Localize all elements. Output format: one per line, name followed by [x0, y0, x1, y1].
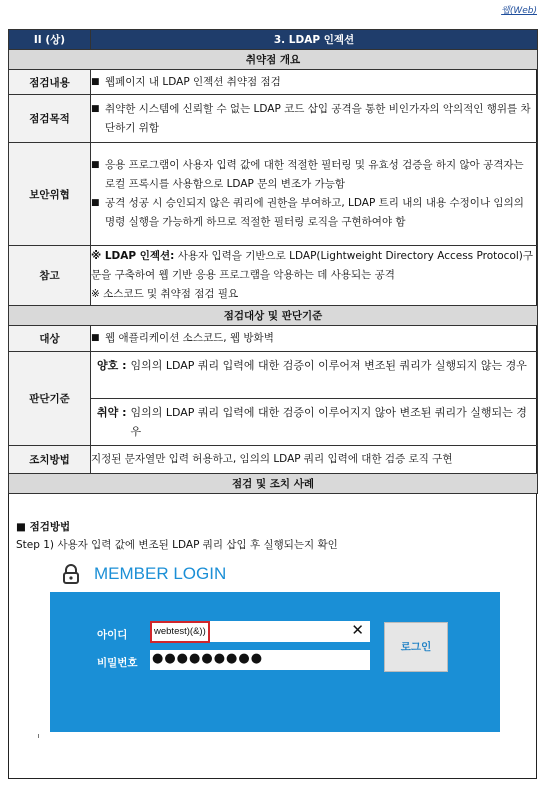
criteria-good: 양호 : 임의의 LDAP 쿼리 입력에 대한 검증이 이루어져 변조된 쿼리가 실행되지 않는 경우	[91, 352, 537, 399]
section-target-criteria: 점검대상 및 판단기준	[9, 306, 538, 326]
check-table	[8, 29, 538, 494]
password-input[interactable]	[150, 650, 370, 670]
action-label: 조치방법	[9, 446, 91, 474]
action-value: 지정된 문자열만 입력 허용하고, 임의의 LDAP 쿼리 입력에 대한 검증 로직 구현	[91, 446, 538, 474]
login-panel	[50, 592, 500, 732]
password-value: ●●●●●●●●●	[152, 651, 264, 666]
login-header	[62, 564, 226, 584]
method-heading: ■ 점검방법	[16, 521, 71, 533]
close-icon[interactable]: ✕	[351, 621, 364, 639]
level-cell: II (상)	[9, 30, 91, 50]
web-category-tag: 웹(Web)	[501, 6, 537, 16]
section-overview: 취약점 개요	[9, 50, 538, 70]
id-label: 아이디	[97, 629, 128, 641]
ldap-injection-term: ※ LDAP 인젝션:	[91, 250, 175, 262]
item-title: 3. LDAP 인젝션	[91, 30, 538, 50]
reference-label: 참고	[9, 246, 91, 306]
security-threat-value: ■ 응용 프로그램이 사용자 입력 값에 대한 적절한 필터링 및 유효성 검증을 하지 않아 공격자는 로컬 프록시를 사용함으로 LDAP 문의 변조가 가능함 ■ 공격 성공 시 승인되지 않은 쿼리에 권한을 부여하고, LDAP 트리 내의 내용 수정이나 임의의 명령 실행을 가능하게 하므로 적절한 필터링 로직을 구현하여야 함	[91, 143, 538, 246]
reference-value	[91, 246, 538, 306]
section-example: 점검 및 조치 사례	[9, 474, 538, 494]
password-label: 비밀번호	[97, 657, 138, 669]
check-content-label: 점검내용	[9, 70, 91, 95]
step-1: Step 1) 사용자 입력 값에 변조된 LDAP 쿼리 삽입 후 실행되는지 확인	[16, 539, 338, 551]
divider-tick	[38, 734, 39, 738]
login-button[interactable]: 로그인	[384, 622, 448, 672]
ldap-injection-def: 사용자 입력을 기반으로 LDAP(Lightweight Directory Access Protocol)구문을 구축하여 웹 기반 응용 프로그램을 악용하는 데 사용되는 공격	[91, 250, 534, 281]
target-value: ■ 웹 애플리케이션 소스코드, 웹 방화벽	[91, 326, 538, 352]
check-content-value: ■ 웹페이지 내 LDAP 인젝션 취약점 점검	[91, 70, 538, 95]
target-label: 대상	[9, 326, 91, 352]
reference-note: ※ 소스코드 및 취약점 점검 필요	[91, 288, 239, 300]
criteria-value	[91, 352, 538, 446]
criteria-label: 판단기준	[9, 352, 91, 446]
check-purpose-value: ■ 취약한 시스템에 신뢰할 수 없는 LDAP 코드 삽입 공격을 통한 비인가자의 악의적인 행위를 차단하기 위함	[91, 95, 538, 143]
security-threat-label: 보안위협	[9, 143, 91, 246]
check-purpose-label: 점검목적	[9, 95, 91, 143]
id-input[interactable]	[150, 621, 370, 642]
login-title: MEMBER LOGIN	[94, 564, 227, 583]
lock-icon	[62, 564, 80, 584]
criteria-weak: 취약 : 임의의 LDAP 쿼리 입력에 대한 검증이 이루어지지 않아 변조된 쿼리가 실행되는 경우	[97, 406, 527, 438]
id-input-value: webtest)(&))	[150, 621, 210, 643]
login-screenshot	[38, 558, 504, 738]
